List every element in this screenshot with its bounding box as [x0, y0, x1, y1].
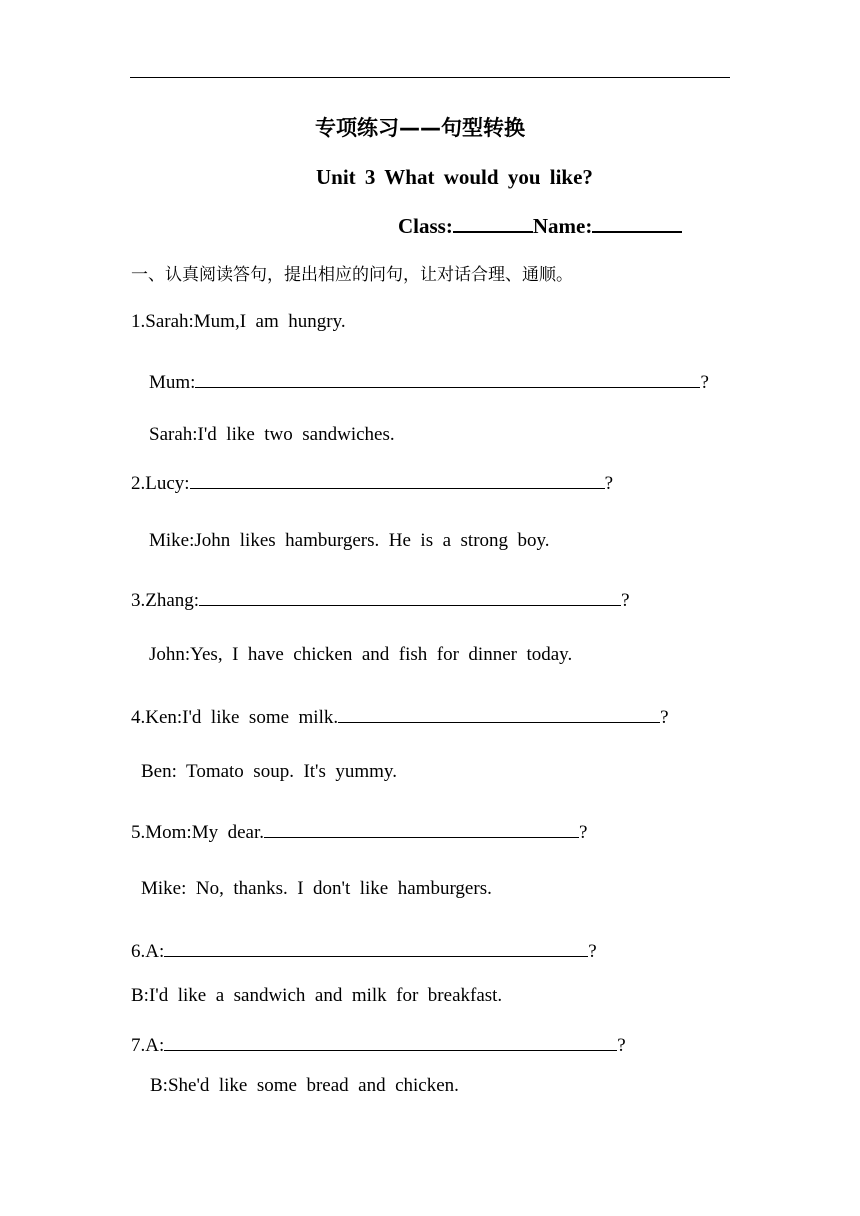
item-3-qmark: ?: [621, 590, 630, 611]
item-2-speaker: 2.Lucy:: [131, 473, 190, 494]
name-blank[interactable]: [592, 211, 682, 233]
item-7-blank[interactable]: [164, 1031, 617, 1051]
section-heading: 一、认真阅读答句，提出相应的问句，让对话合理、通顺。: [131, 265, 573, 285]
class-blank[interactable]: [453, 211, 533, 233]
item-4-blank[interactable]: [338, 703, 660, 723]
item-7-qmark: ?: [617, 1035, 626, 1056]
item-2-qmark: ?: [604, 473, 614, 494]
item-1-qmark: ?: [700, 372, 709, 393]
header-rule: [130, 77, 730, 78]
name-label: Name:: [532, 214, 593, 238]
item-4-text: 4.Ken:I'd like some milk.: [131, 707, 339, 728]
item-3-blank[interactable]: [199, 586, 621, 606]
item-6-question-line: [131, 937, 597, 963]
item-6-response: B:I'd like a sandwich and milk for breakfast.: [131, 985, 503, 1006]
item-7-question-line: [131, 1031, 626, 1057]
item-4-qmark: ?: [660, 707, 669, 728]
item-2-question-line: [131, 469, 613, 495]
unit-subtitle: Unit 3 What would you like?: [316, 165, 593, 189]
item-1-question: 1.Sarah:Mum,I am hungry.: [131, 311, 346, 332]
item-5-text: 5.Mom:My dear.: [131, 822, 264, 843]
item-3-speaker: 3.Zhang:: [131, 590, 200, 611]
item-6-qmark: ?: [588, 941, 597, 962]
item-1-speaker: Mum:: [149, 372, 196, 393]
item-1-blank[interactable]: [195, 368, 700, 388]
item-2-response: Mike:John likes hamburgers. He is a strong boy.: [149, 530, 550, 551]
item-3-question-line: [131, 586, 630, 612]
item-5-blank[interactable]: [264, 818, 579, 838]
item-3-response: John:Yes, I have chicken and fish for dinner today.: [149, 644, 573, 665]
item-4-question-line: [131, 703, 669, 729]
item-5-response: Mike: No, thanks. I don't like hamburgers.: [141, 878, 492, 899]
item-4-response: Ben: Tomato soup. It's yummy.: [141, 761, 397, 782]
item-5-question-line: [131, 818, 587, 844]
item-5-qmark: ?: [579, 822, 588, 843]
class-name-line: [398, 211, 682, 237]
item-6-speaker: 6.A:: [131, 941, 165, 962]
item-1-response: Sarah:I'd like two sandwiches.: [149, 424, 395, 445]
item-1-answer-line: [149, 368, 709, 394]
page-title: 专项练习——句型转换: [315, 116, 525, 140]
item-7-response: B:She'd like some bread and chicken.: [150, 1075, 459, 1096]
item-7-speaker: 7.A:: [131, 1035, 165, 1056]
class-label: Class:: [398, 214, 453, 238]
item-6-blank[interactable]: [164, 937, 588, 957]
item-2-blank[interactable]: [190, 469, 605, 489]
